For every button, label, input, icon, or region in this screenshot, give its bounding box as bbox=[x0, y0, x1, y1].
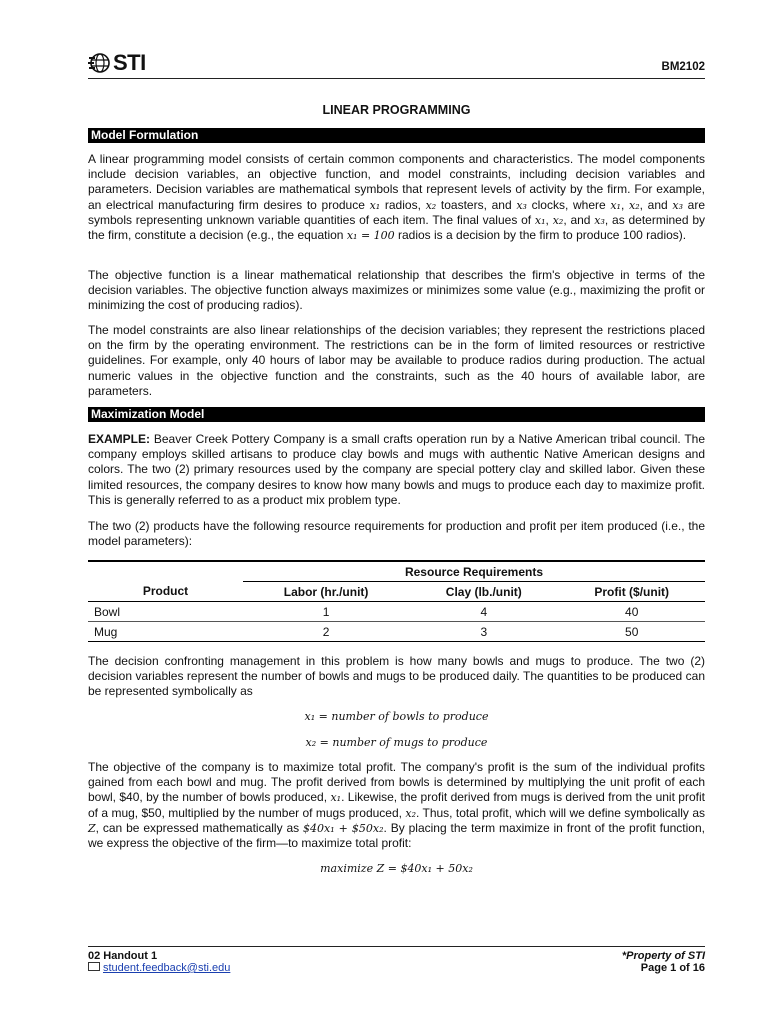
text: Beaver Creek Pottery Company is a small crafts operation run by a Native American tribal council. The company employs skilled artisans to produce clay bowls and mugs with authentic Native American designs and colors. The two (2) primary resources used by the company are special pottery clay and skilled labor. Given these limited resources, the company desires to know how many bowls and mugs to produce each day to maximize profit. This is generally referred to as a product mix problem type. bbox=[88, 432, 705, 507]
group-header: Resource Requirements bbox=[243, 561, 705, 582]
text: The objective of the company is to maximize total profit. The company's profit is the sum of the individual profits gained from each bowl and mug. The profit derived from bowls is determined by multiplying the unit profit of each bowl, $40, by the number of bowls produced, bbox=[88, 760, 705, 805]
paragraph-example bbox=[88, 432, 705, 508]
page-header bbox=[88, 48, 705, 79]
column-header: Profit ($/unit) bbox=[558, 582, 705, 602]
math: x₁ bbox=[610, 198, 621, 212]
paragraph-model-constraints: The model constraints are also linear relationships of the decision variables; they represent the restrictions placed on the firm by the operating environment. The restrictions can be in the form of limited resources or restrictive guidelines. For example, only 40 hours of labor may be available to produce radios during production. The actual numeric values in the objective function and the constraints, such as the 40 hours of available labor, are parameters. bbox=[88, 323, 705, 398]
math: x₁ bbox=[330, 791, 342, 805]
paragraph-resource-intro: The two (2) products have the following resource requirements for production and profit per item produced (i.e., the model parameters): bbox=[88, 519, 705, 549]
text: clocks, where bbox=[526, 197, 611, 212]
table-cell: 50 bbox=[625, 624, 639, 639]
mail-icon bbox=[88, 962, 100, 971]
equation-objective: maximize Z = $40x₁ + 50x₂ bbox=[320, 862, 473, 875]
logo-text: STI bbox=[113, 50, 146, 75]
math: x₁ bbox=[369, 198, 381, 212]
text: , and bbox=[639, 197, 673, 212]
paragraph-decision: The decision confronting management in this problem is how many bowls and mugs to produce. The two (2) decision variables represent the number of bowls and mugs to be produced daily. The quantities to be produced can be represented symbolically as bbox=[88, 654, 705, 699]
text: , bbox=[620, 197, 629, 212]
text: toasters, and bbox=[436, 197, 517, 212]
feedback-email-link[interactable]: student.feedback@sti.edu bbox=[103, 962, 231, 974]
text: , as determined by the firm, constitute a decision (e.g., the equation bbox=[88, 212, 706, 243]
example-label: EXAMPLE: bbox=[88, 432, 151, 446]
footer-right bbox=[622, 950, 705, 974]
math: x₃ bbox=[594, 213, 605, 227]
math: x₁ bbox=[534, 213, 546, 227]
column-header: Product bbox=[88, 582, 243, 602]
text: , and bbox=[563, 212, 595, 227]
math: x₃ bbox=[672, 198, 683, 212]
math: Z bbox=[88, 821, 96, 835]
table-cell: 3 bbox=[480, 624, 488, 639]
sti-logo bbox=[88, 50, 146, 76]
section-heading-model-formulation: Model Formulation bbox=[88, 128, 705, 143]
globe-icon bbox=[88, 52, 112, 74]
math: x₃ bbox=[516, 198, 527, 212]
math: x₂ bbox=[629, 198, 640, 212]
column-header: Clay (lb./unit) bbox=[409, 582, 558, 602]
text: . By placing the term maximize in front of the profit function, we express the objective of the firm—to maximize total profit: bbox=[88, 820, 705, 851]
property-label: *Property of STI bbox=[621, 950, 705, 962]
document-title: LINEAR PROGRAMMING bbox=[322, 103, 471, 117]
math: $40x₁ + $50x₂ bbox=[303, 821, 384, 835]
page-footer bbox=[88, 946, 705, 974]
page-number: Page 1 of 16 bbox=[640, 962, 705, 974]
math: x₂ bbox=[552, 213, 564, 227]
math: x₂ bbox=[405, 806, 416, 820]
equation-mugs: x₂ = number of mugs to produce bbox=[305, 736, 488, 749]
course-code: BM2102 bbox=[661, 61, 705, 73]
text: radios, bbox=[380, 197, 426, 212]
table-group-header-row bbox=[88, 561, 705, 582]
table-cell: 1 bbox=[322, 604, 330, 619]
table-cell: 4 bbox=[480, 604, 488, 619]
resource-requirements-table bbox=[88, 560, 705, 642]
table-cell bbox=[88, 561, 243, 582]
table-header-row bbox=[88, 582, 705, 602]
table-cell: 2 bbox=[322, 624, 330, 639]
column-header: Labor (hr./unit) bbox=[243, 582, 409, 602]
paragraph-objective-function: The objective function is a linear mathematical relationship that describes the firm's objective in terms of the decision variables. The objective function always maximizes or minimizes some value (e.g., maximizing the profit or minimizing the cost of producing radios). bbox=[88, 268, 705, 313]
handout-label: 02 Handout 1 bbox=[88, 950, 158, 962]
table-row bbox=[88, 622, 705, 642]
text: are symbols representing unknown variable quantities of each item. The final values of bbox=[88, 197, 706, 227]
text: . Thus, total profit, which will we define symbolically as bbox=[416, 805, 705, 820]
table-cell: Bowl bbox=[94, 604, 121, 619]
text: A linear programming model consists of certain common components and characteristics. The model components include decision variables, an objective function, and model constraints, including decision variables and parameters. Decision variables are mathematical symbols that represent levels of activity by the firm. For example, an electrical manufacturing firm desires to produce bbox=[88, 152, 705, 212]
text: , can be expressed mathematically as bbox=[95, 820, 304, 835]
footer-left bbox=[88, 950, 230, 974]
table-row bbox=[88, 602, 705, 622]
text: . Likewise, the profit derived from mugs is derived from the unit profit of a mug, $50, multiplied by the number of mugs produced, bbox=[88, 790, 705, 820]
text: radios is a decision by the firm to produce 100 radios). bbox=[394, 228, 687, 243]
table-cell: Mug bbox=[94, 624, 118, 639]
table-cell: 40 bbox=[625, 604, 639, 619]
paragraph-objective bbox=[88, 760, 705, 851]
paragraph-decision-variables bbox=[88, 152, 705, 243]
equation-bowls: x₁ = number of bowls to produce bbox=[304, 710, 489, 723]
math: x₂ bbox=[425, 198, 437, 212]
math: x₁ = 100 bbox=[346, 229, 395, 243]
text: , bbox=[545, 212, 553, 227]
section-heading-maximization-model: Maximization Model bbox=[88, 407, 705, 422]
